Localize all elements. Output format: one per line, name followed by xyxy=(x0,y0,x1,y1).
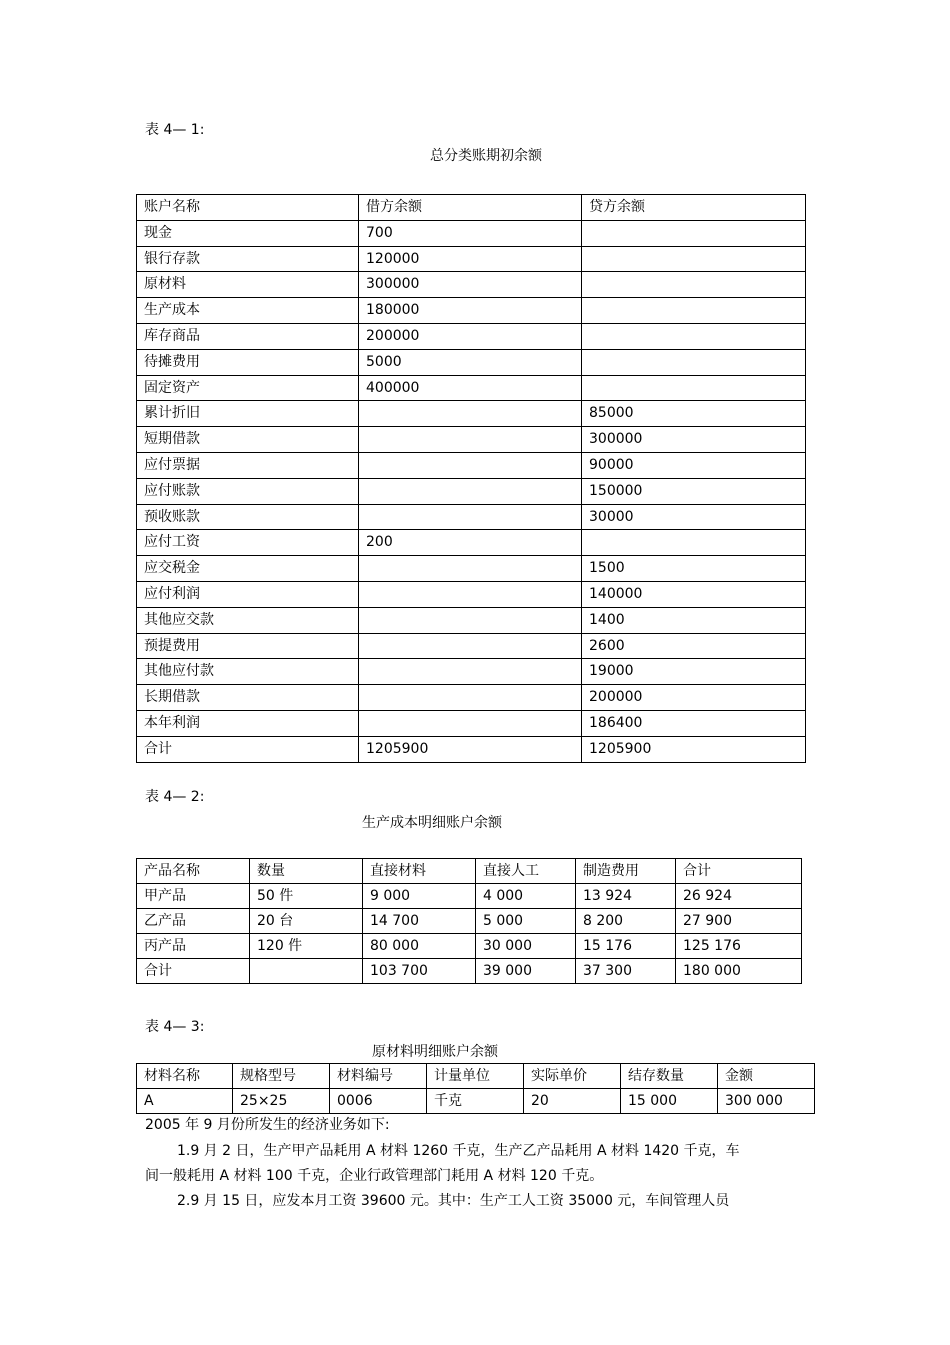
ledger-row xyxy=(137,504,806,530)
ledger-cell: 1205900 xyxy=(582,736,806,762)
ledger-cell: 120000 xyxy=(359,246,582,272)
ledger-cell: 30000 xyxy=(582,504,806,530)
ledger-row xyxy=(137,478,806,504)
table2-title: 生产成本明细账户余额 xyxy=(362,815,502,831)
ledger-cell: 186400 xyxy=(582,710,806,736)
item1-line2: 间一般耗用 A 材料 100 千克，企业行政管理部门耗用 A 材料 120 千克。 xyxy=(145,1168,604,1184)
ledger-cell: 本年利润 xyxy=(137,710,359,736)
ledger-cell: 累计折旧 xyxy=(137,401,359,427)
ledger-cell xyxy=(359,556,582,582)
ledger-cell: 300000 xyxy=(582,427,806,453)
ledger-row xyxy=(137,633,806,659)
ledger-cell: 应付账款 xyxy=(137,478,359,504)
ledger-cell: 300000 xyxy=(359,272,582,298)
cost-cell: 9 000 xyxy=(363,884,476,909)
ledger-header-cell: 账户名称 xyxy=(137,195,359,221)
cost-cell: 8 200 xyxy=(576,909,676,934)
ledger-cell: 待摊费用 xyxy=(137,349,359,375)
ledger-cell: 700 xyxy=(359,220,582,246)
material-cell: A xyxy=(137,1089,233,1114)
ledger-row xyxy=(137,685,806,711)
ledger-cell: 5000 xyxy=(359,349,582,375)
ledger-cell xyxy=(582,349,806,375)
ledger-row xyxy=(137,220,806,246)
production-cost-table xyxy=(136,858,802,984)
ledger-cell xyxy=(359,659,582,685)
ledger-cell: 1205900 xyxy=(359,736,582,762)
raw-material-table xyxy=(136,1063,815,1114)
ledger-row xyxy=(137,272,806,298)
material-header-cell: 材料编号 xyxy=(330,1064,427,1089)
material-header-cell: 实际单价 xyxy=(524,1064,621,1089)
ledger-cell xyxy=(359,633,582,659)
cost-cell: 80 000 xyxy=(363,934,476,959)
ledger-cell xyxy=(582,246,806,272)
ledger-row xyxy=(137,298,806,324)
ledger-cell: 19000 xyxy=(582,659,806,685)
ledger-cell xyxy=(582,220,806,246)
material-cell: 千克 xyxy=(427,1089,524,1114)
ledger-cell xyxy=(359,478,582,504)
ledger-row xyxy=(137,349,806,375)
ledger-header-cell: 借方余额 xyxy=(359,195,582,221)
ledger-cell: 固定资产 xyxy=(137,375,359,401)
ledger-cell xyxy=(359,685,582,711)
cost-cell xyxy=(250,959,363,984)
material-cell: 20 xyxy=(524,1089,621,1114)
item2-line1: 2.9 月 15 日，应发本月工资 39600 元。其中：生产工人工资 35000 元，车间管理人员 xyxy=(177,1193,730,1209)
cost-cell: 26 924 xyxy=(676,884,802,909)
ledger-cell: 1400 xyxy=(582,607,806,633)
ledger-cell xyxy=(582,272,806,298)
ledger-cell xyxy=(359,504,582,530)
ledger-row xyxy=(137,710,806,736)
ledger-header-cell: 贷方余额 xyxy=(582,195,806,221)
ledger-row xyxy=(137,427,806,453)
ledger-cell: 合计 xyxy=(137,736,359,762)
cost-cell: 15 176 xyxy=(576,934,676,959)
ledger-cell xyxy=(359,581,582,607)
cost-header-cell: 合计 xyxy=(676,859,802,884)
cost-cell: 125 176 xyxy=(676,934,802,959)
cost-cell: 13 924 xyxy=(576,884,676,909)
material-row xyxy=(137,1089,815,1114)
ledger-cell: 400000 xyxy=(359,375,582,401)
cost-cell: 50 件 xyxy=(250,884,363,909)
ledger-row xyxy=(137,659,806,685)
cost-cell: 37 300 xyxy=(576,959,676,984)
cost-cell: 5 000 xyxy=(476,909,576,934)
ledger-cell: 200000 xyxy=(359,323,582,349)
ledger-row xyxy=(137,530,806,556)
cost-cell: 丙产品 xyxy=(137,934,250,959)
cost-cell: 180 000 xyxy=(676,959,802,984)
ledger-cell xyxy=(582,323,806,349)
ledger-row xyxy=(137,607,806,633)
cost-row xyxy=(137,934,802,959)
cost-cell: 30 000 xyxy=(476,934,576,959)
cost-cell: 合计 xyxy=(137,959,250,984)
ledger-cell: 银行存款 xyxy=(137,246,359,272)
ledger-cell: 1500 xyxy=(582,556,806,582)
ledger-row xyxy=(137,581,806,607)
ledger-cell: 90000 xyxy=(582,452,806,478)
ledger-cell: 现金 xyxy=(137,220,359,246)
material-header-cell: 金额 xyxy=(718,1064,815,1089)
material-header-cell: 规格型号 xyxy=(233,1064,330,1089)
ledger-cell: 200 xyxy=(359,530,582,556)
cost-cell: 乙产品 xyxy=(137,909,250,934)
ledger-cell: 其他应付款 xyxy=(137,659,359,685)
material-cell: 25×25 xyxy=(233,1089,330,1114)
cost-header-cell: 直接材料 xyxy=(363,859,476,884)
cost-cell: 20 台 xyxy=(250,909,363,934)
ledger-row xyxy=(137,375,806,401)
material-cell: 0006 xyxy=(330,1089,427,1114)
cost-cell: 120 件 xyxy=(250,934,363,959)
material-header-row xyxy=(137,1064,815,1089)
ledger-cell xyxy=(359,710,582,736)
cost-cell: 27 900 xyxy=(676,909,802,934)
item1-line1: 1.9 月 2 日，生产甲产品耗用 A 材料 1260 千克，生产乙产品耗用 A 材料 1420 千克，车 xyxy=(177,1143,740,1159)
cost-header-cell: 产品名称 xyxy=(137,859,250,884)
ledger-row xyxy=(137,556,806,582)
ledger-row xyxy=(137,246,806,272)
table3-title: 原材料明细账户余额 xyxy=(372,1044,498,1060)
ledger-cell: 预提费用 xyxy=(137,633,359,659)
table1-title: 总分类账期初余额 xyxy=(430,148,542,164)
cost-cell: 4 000 xyxy=(476,884,576,909)
cost-row xyxy=(137,884,802,909)
material-header-cell: 材料名称 xyxy=(137,1064,233,1089)
material-header-cell: 结存数量 xyxy=(621,1064,718,1089)
cost-header-cell: 直接人工 xyxy=(476,859,576,884)
general-ledger-table xyxy=(136,194,806,763)
cost-row xyxy=(137,959,802,984)
ledger-row xyxy=(137,736,806,762)
cost-row xyxy=(137,909,802,934)
ledger-cell: 180000 xyxy=(359,298,582,324)
ledger-cell xyxy=(359,607,582,633)
ledger-cell: 200000 xyxy=(582,685,806,711)
ledger-row xyxy=(137,323,806,349)
cost-header-row xyxy=(137,859,802,884)
table2-label: 表 4— 2: xyxy=(145,789,205,805)
material-cell: 15 000 xyxy=(621,1089,718,1114)
ledger-cell xyxy=(582,298,806,324)
ledger-cell: 生产成本 xyxy=(137,298,359,324)
ledger-cell: 85000 xyxy=(582,401,806,427)
ledger-cell xyxy=(359,401,582,427)
ledger-cell: 短期借款 xyxy=(137,427,359,453)
cost-cell: 甲产品 xyxy=(137,884,250,909)
ledger-header-row xyxy=(137,195,806,221)
ledger-cell: 其他应交款 xyxy=(137,607,359,633)
cost-cell: 14 700 xyxy=(363,909,476,934)
ledger-cell: 原材料 xyxy=(137,272,359,298)
table3-label: 表 4— 3: xyxy=(145,1019,205,1035)
ledger-cell xyxy=(582,530,806,556)
ledger-cell: 应付利润 xyxy=(137,581,359,607)
ledger-cell: 2600 xyxy=(582,633,806,659)
ledger-cell: 应交税金 xyxy=(137,556,359,582)
material-header-cell: 计量单位 xyxy=(427,1064,524,1089)
cost-header-cell: 数量 xyxy=(250,859,363,884)
ledger-row xyxy=(137,401,806,427)
material-cell: 300 000 xyxy=(718,1089,815,1114)
ledger-cell xyxy=(359,452,582,478)
cost-cell: 39 000 xyxy=(476,959,576,984)
ledger-cell: 预收账款 xyxy=(137,504,359,530)
cost-cell: 103 700 xyxy=(363,959,476,984)
ledger-cell: 库存商品 xyxy=(137,323,359,349)
intro-text: 2005 年 9 月份所发生的经济业务如下: xyxy=(145,1117,390,1133)
table1-label: 表 4— 1: xyxy=(145,122,205,138)
ledger-cell: 应付票据 xyxy=(137,452,359,478)
cost-header-cell: 制造费用 xyxy=(576,859,676,884)
ledger-cell: 140000 xyxy=(582,581,806,607)
ledger-cell xyxy=(359,427,582,453)
ledger-cell: 长期借款 xyxy=(137,685,359,711)
ledger-cell: 应付工资 xyxy=(137,530,359,556)
ledger-cell xyxy=(582,375,806,401)
ledger-row xyxy=(137,452,806,478)
ledger-cell: 150000 xyxy=(582,478,806,504)
